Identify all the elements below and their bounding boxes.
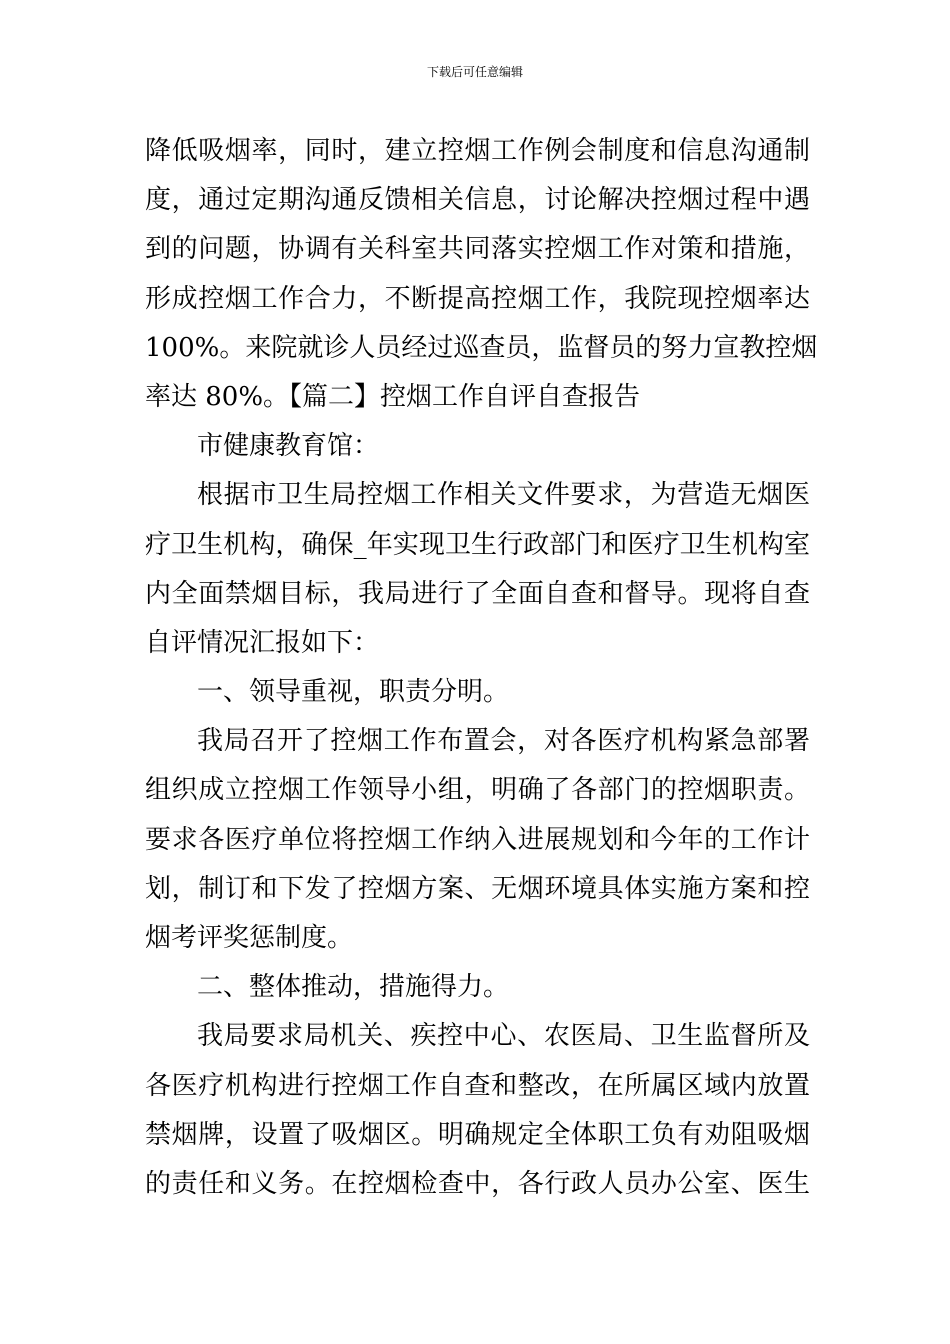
text-line: 烟考评奖惩制度。 (145, 923, 354, 953)
text-line: 降低吸烟率，同时，建立控烟工作例会制度和信息沟通制 (145, 136, 810, 166)
text-line: 我局要求局机关、疾控中心、农医局、卫生监督所及 (197, 1021, 810, 1052)
text-line: 疗卫生机构，确保_年实现卫生行政部门和医疗卫生机构室 (145, 529, 810, 560)
section-heading: 二、整体推动，措施得力。 (197, 972, 510, 1003)
text-line: 禁烟牌，设置了吸烟区。明确规定全体职工负有劝阻吸烟 (145, 1119, 810, 1150)
text-line: 内全面禁烟目标，我局进行了全面自查和督导。现将自查 (145, 578, 810, 609)
text-line: 组织成立控烟工作领导小组，明确了各部门的控烟职责。 (145, 775, 810, 806)
text-line: 划，制订和下发了控烟方案、无烟环境具体实施方案和控 (145, 873, 810, 904)
text-line: 自评情况汇报如下： (145, 627, 380, 658)
text-line: 率达 80%。【篇二】控烟工作自评自查报告 (145, 381, 641, 412)
text-line: 我局召开了控烟工作布置会，对各医疗机构紧急部署 (197, 726, 810, 757)
text-line: 度，通过定期沟通反馈相关信息，讨论解决控烟过程中遇 (145, 185, 810, 216)
text-line: 的责任和义务。在控烟检查中，各行政人员办公室、医生 (145, 1168, 810, 1199)
page-header: 下载后可任意编辑 (426, 65, 523, 79)
text-line: 要求各医疗单位将控烟工作纳入进展规划和今年的工作计 (145, 824, 810, 855)
section-heading: 一、领导重视，职责分明。 (197, 677, 510, 708)
text-line: 根据市卫生局控烟工作相关文件要求，为营造无烟医 (197, 480, 810, 511)
text-line: 形成控烟工作合力，不断提高控烟工作，我院现控烟率达 (145, 283, 810, 314)
text-line: 到的问题，协调有关科室共同落实控烟工作对策和措施， (145, 234, 810, 265)
salutation: 市健康教育馆： (197, 431, 380, 462)
text-line: 100%。来院就诊人员经过巡查员，监督员的努力宣教控烟 (145, 332, 818, 363)
document-body (145, 127, 818, 1209)
text-line: 各医疗机构进行控烟工作自查和整改，在所属区域内放置 (145, 1070, 810, 1101)
